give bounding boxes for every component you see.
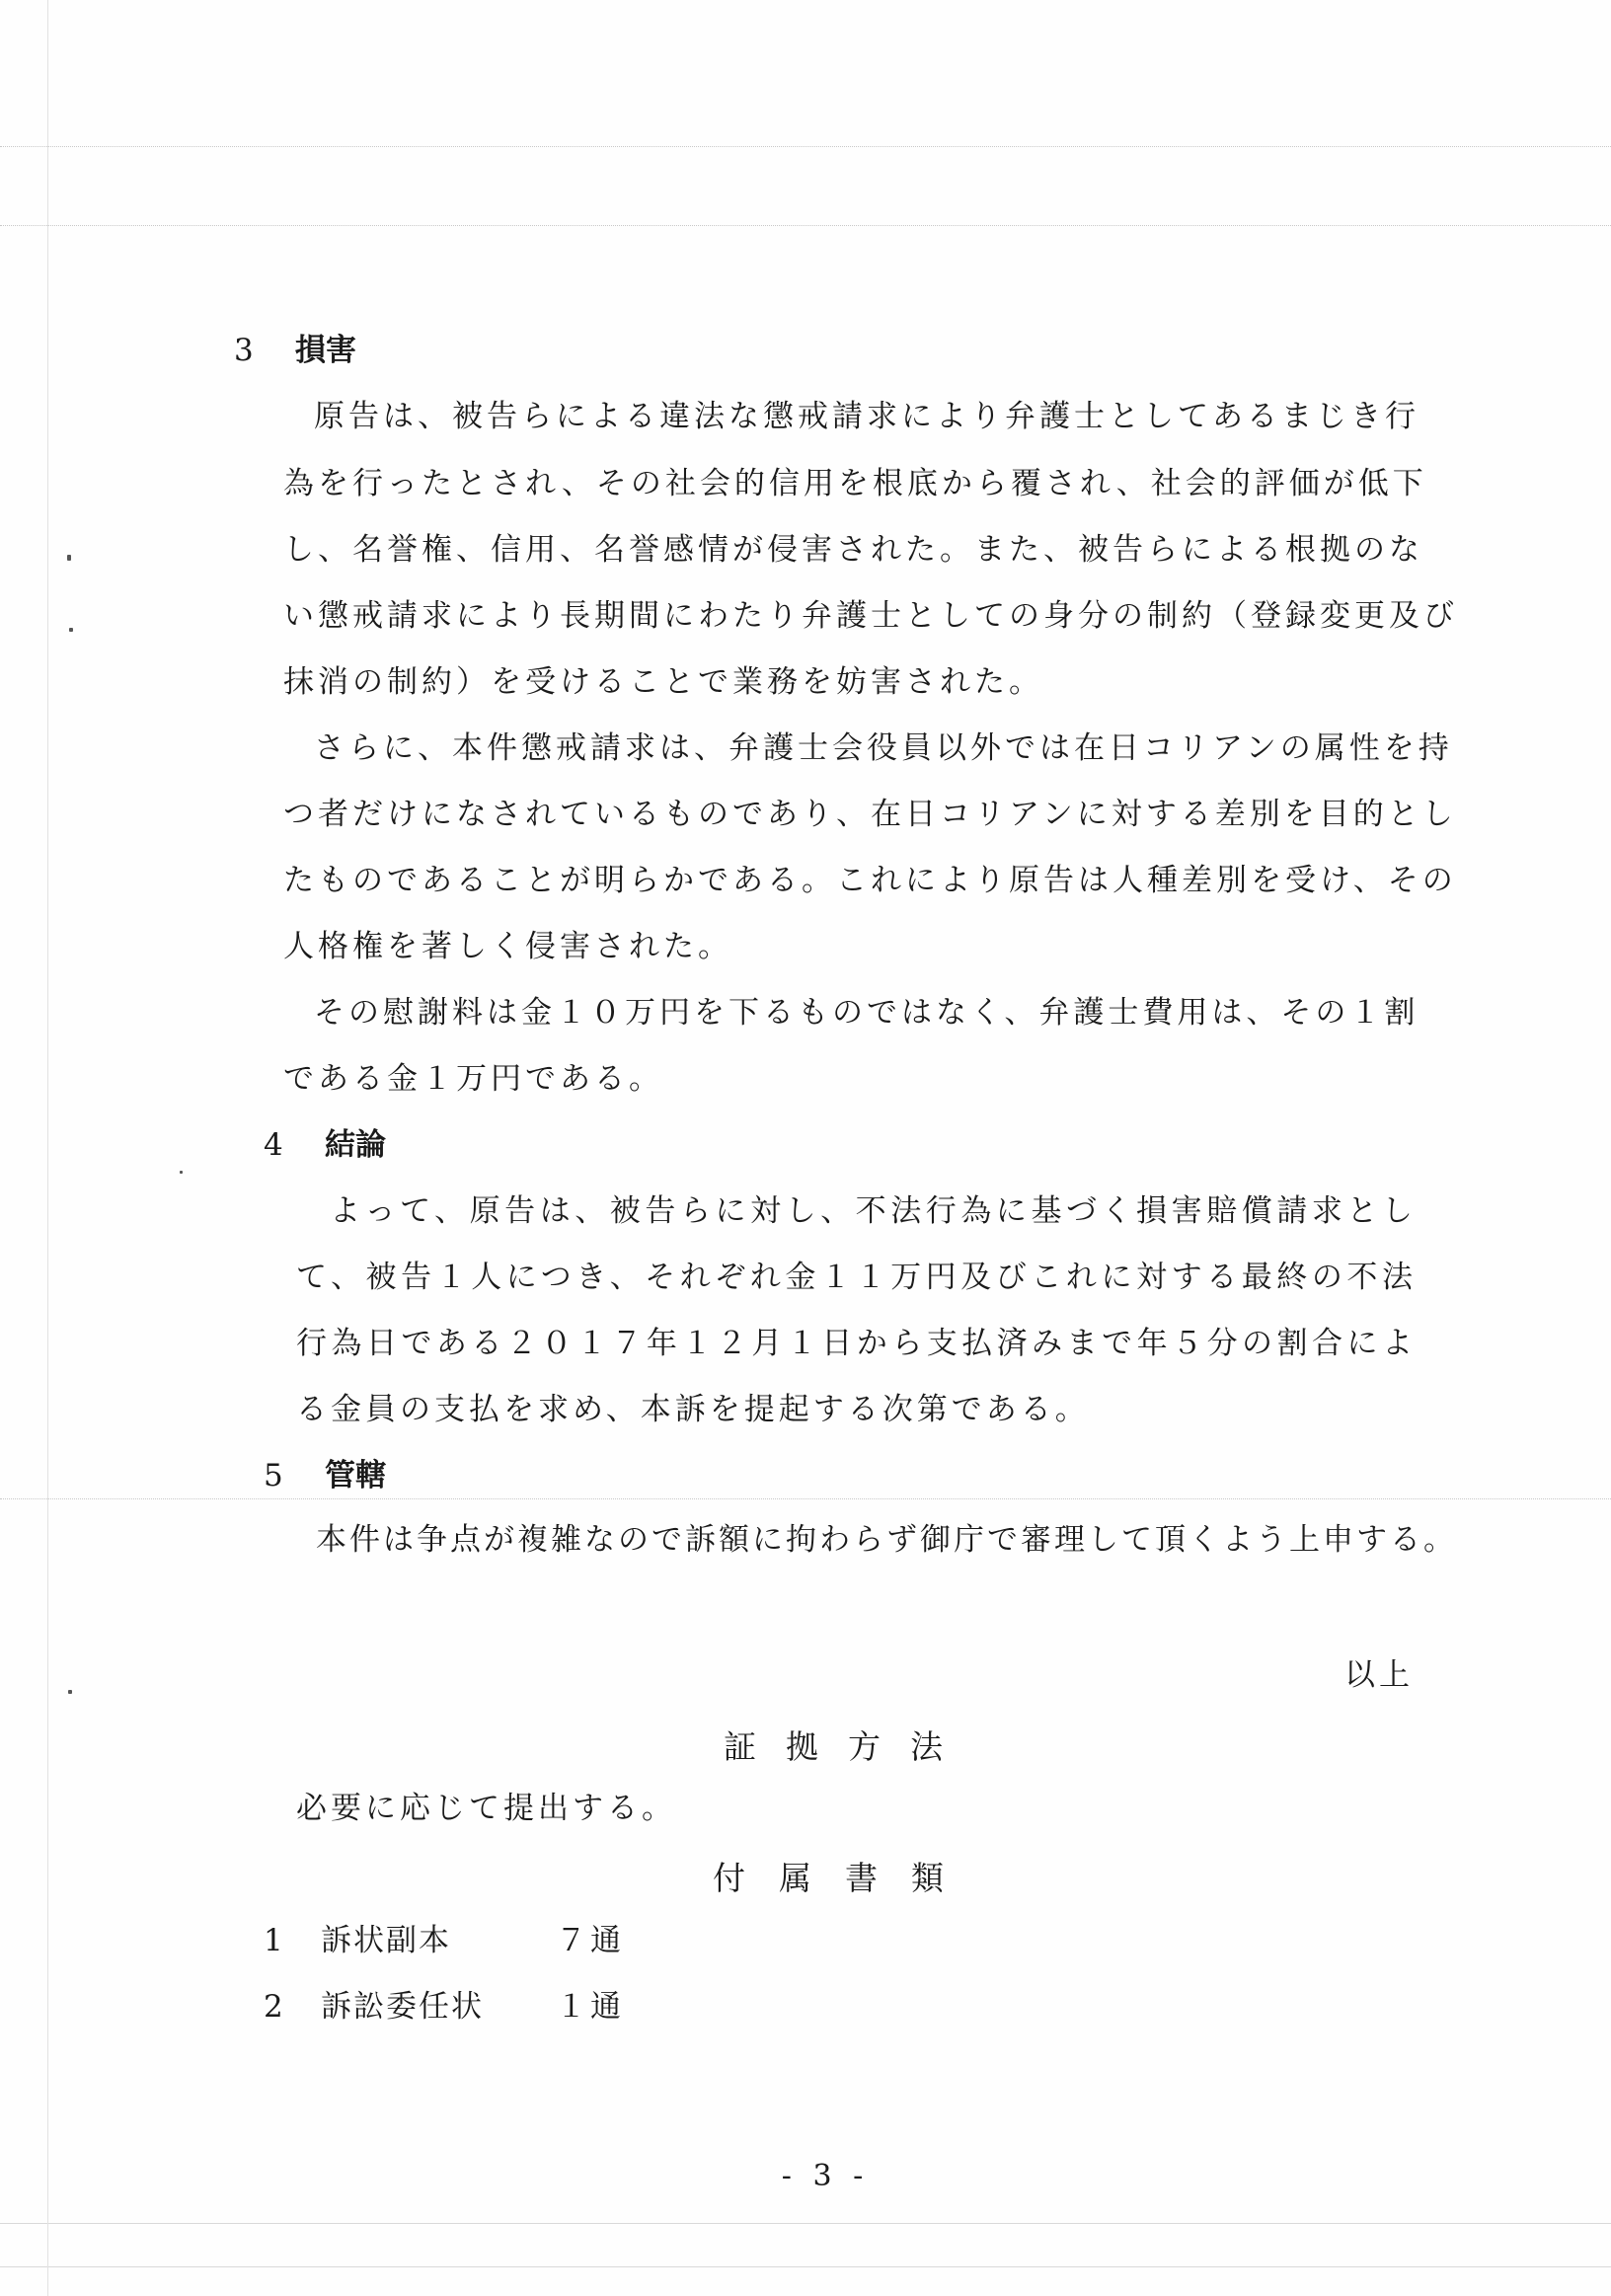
section-heading-damages (234, 331, 356, 370)
paragraph-line: さらに、本件懲戒請求は、弁護士会役員以外では在日コリアンの属性を持 (314, 730, 1453, 766)
paragraph-line: つ者だけになされているものであり、在日コリアンに対する差別を目的とし (283, 797, 1457, 832)
attachment-quantity: １通 (556, 1989, 625, 2025)
attachment-name: 訴訟委任状 (321, 1989, 484, 2025)
attachment-number: 1 (264, 1923, 283, 1958)
scan-artifact (0, 2223, 1611, 2224)
scan-artifact (0, 225, 1611, 227)
scan-speck (69, 628, 73, 632)
paragraph-line: 為を行ったとされ、その社会的信用を根底から覆され、社会的評価が低下 (283, 466, 1427, 501)
page-number: - 3 - (781, 2159, 870, 2193)
section-title: 損害 (295, 333, 356, 368)
paragraph-line: その慰謝料は金１０万円を下るものではなく、弁護士費用は、その１割 (314, 995, 1419, 1031)
paragraph-line: 本件は争点が複雑なので訴額に拘わらず御庁で審理して頂くよう上申する。 (316, 1522, 1457, 1558)
attachment-name: 訴状副本 (321, 1923, 451, 1958)
paragraph-line: である金１万円である。 (283, 1061, 663, 1097)
attachment-number: 2 (264, 1989, 283, 2025)
scan-speck (180, 1171, 183, 1174)
attachment-item (264, 1987, 625, 2027)
section-title: 結論 (325, 1127, 386, 1163)
paragraph-line: 抹消の制約）を受けることで業務を妨害された。 (283, 664, 1043, 700)
paragraph-line: 人格権を著しく侵害された。 (283, 929, 732, 964)
scan-artifact (0, 1498, 1611, 1500)
scan-artifact (47, 0, 48, 2296)
section-number: 5 (264, 1458, 283, 1493)
scan-speck (67, 555, 71, 561)
paragraph-line: る金員の支払を求め、本訴を提起する次第である。 (296, 1392, 1090, 1427)
closing-mark: 以上 (1344, 1657, 1414, 1693)
attachment-item (264, 1921, 625, 1960)
paragraph-line: たものであることが明らかである。これにより原告は人種差別を受け、その (283, 863, 1457, 898)
attachments-title: 付属書類 (713, 1859, 977, 1897)
paragraph-line: 原告は、被告らによる違法な懲戒請求により弁護士としてあるまじき行 (314, 399, 1419, 434)
scan-artifact (0, 146, 1611, 148)
evidence-title: 証拠方法 (724, 1727, 972, 1766)
section-title: 管轄 (325, 1458, 386, 1493)
section-number: 3 (234, 333, 254, 368)
evidence-text: 必要に応じて提出する。 (296, 1791, 676, 1826)
paragraph-line: よって、原告は、被告らに対し、不法行為に基づく損害賠償請求とし (330, 1193, 1417, 1229)
section-heading-conclusion (264, 1125, 386, 1165)
scan-artifact (0, 2266, 1611, 2267)
paragraph-line: て、被告１人につき、それぞれ金１１万円及びこれに対する最終の不法 (296, 1260, 1417, 1295)
section-number: 4 (264, 1127, 283, 1163)
paragraph-line: し、名誉権、信用、名誉感情が侵害された。また、被告らによる根拠のな (283, 532, 1423, 568)
attachment-quantity: ７通 (556, 1923, 625, 1958)
section-heading-jurisdiction (264, 1456, 386, 1495)
paragraph-line: い懲戒請求により長期間にわたり弁護士としての身分の制約（登録変更及び (283, 598, 1458, 634)
scan-speck (68, 1690, 72, 1694)
paragraph-line: 行為日である２０１７年１２月１日から支払済みまで年５分の割合によ (296, 1326, 1417, 1361)
